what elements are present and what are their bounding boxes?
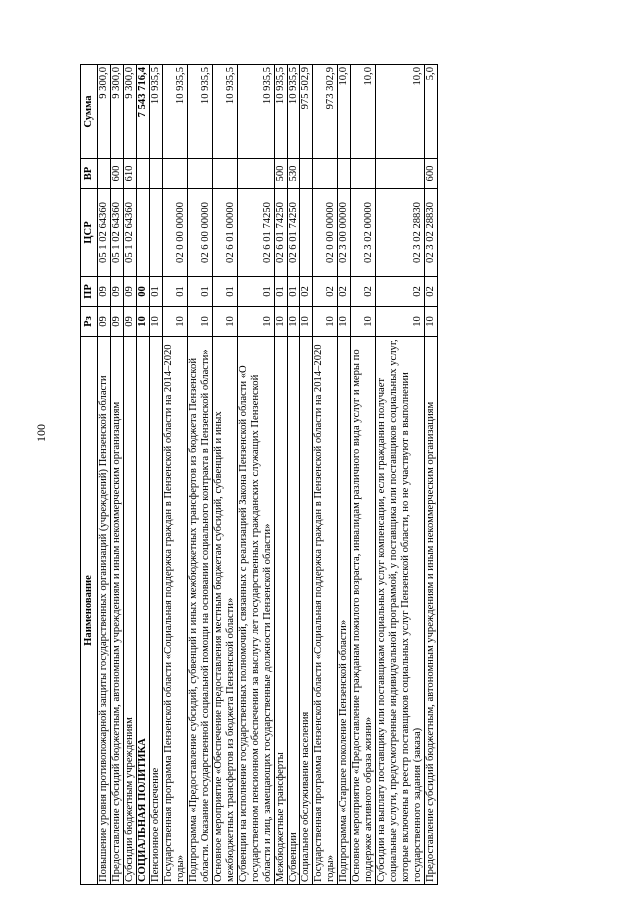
- table-row: [351, 65, 376, 885]
- table-row: [149, 65, 162, 885]
- cell-rz: 10: [136, 307, 149, 337]
- cell-name: Государственная программа Пензенской области «Социальная поддержка граждан в Пензенской области на 2014–2020 годы»: [313, 337, 338, 885]
- cell-name: Предоставление субсидий бюджетным, автономным учреждениям и иным некоммерческим организациям: [110, 337, 123, 885]
- cell-name: Межбюджетные трансферты: [274, 337, 287, 885]
- cell-name: Подпрограмма «Предоставление субсидий, субвенций и иных межбюджетных трансфертов из бюджета Пензенской области. Оказание государственной социальной помощи на основании социального контракта в Пензенской области»: [187, 337, 212, 885]
- cell-csr: 02 6 01 74250: [237, 189, 274, 277]
- cell-pr: 02: [338, 277, 351, 307]
- cell-vr: [313, 159, 338, 189]
- cell-csr: 05 1 02 64360: [110, 189, 123, 277]
- cell-sum: 9 300,0: [123, 65, 136, 159]
- cell-name: Субвенции на исполнение государственных полномочий, связанных с реализацией Закона Пензенской области «О государственном пенсионном обеспечении за выслугу лет государственных гражданских служащих Пензенской области и лиц, замещающих государственные должности Пензенской области»: [237, 337, 274, 885]
- cell-rz: 09: [97, 307, 110, 337]
- cell-vr: 530: [287, 159, 300, 189]
- cell-sum: 10 935,5: [162, 65, 187, 159]
- cell-csr: [136, 189, 149, 277]
- cell-pr: 09: [123, 277, 136, 307]
- cell-sum: 9 300,0: [110, 65, 123, 159]
- table-row: [237, 65, 274, 885]
- cell-rz: 10: [351, 307, 376, 337]
- cell-csr: 05 1 02 64360: [123, 189, 136, 277]
- cell-sum: 973 302,9: [313, 65, 338, 159]
- table-row: [97, 65, 110, 885]
- table-row: [110, 65, 123, 885]
- cell-name: Субвенции: [287, 337, 300, 885]
- cell-name: Повышение уровня противопожарной защиты государственных организаций (учреждений) Пензенской области: [97, 337, 110, 885]
- cell-rz: 10: [237, 307, 274, 337]
- cell-csr: [300, 189, 313, 277]
- cell-pr: 01: [187, 277, 212, 307]
- header-rz: Рз: [81, 307, 98, 337]
- cell-rz: 10: [313, 307, 338, 337]
- table-row: [287, 65, 300, 885]
- cell-vr: [376, 159, 425, 189]
- cell-pr: 02: [376, 277, 425, 307]
- table-row: [187, 65, 212, 885]
- cell-pr: 02: [313, 277, 338, 307]
- cell-sum: 10 935,5: [274, 65, 287, 159]
- cell-rz: 10: [300, 307, 313, 337]
- page-number: 100: [34, 424, 48, 442]
- cell-sum: 10,0: [351, 65, 376, 159]
- cell-rz: 10: [187, 307, 212, 337]
- cell-csr: 02 3 02 28830: [376, 189, 425, 277]
- cell-pr: 09: [97, 277, 110, 307]
- table-row: [274, 65, 287, 885]
- table-row: [136, 65, 149, 885]
- cell-name: Подпрограмма «Старшее поколение Пензенской области»: [338, 337, 351, 885]
- cell-pr: 01: [212, 277, 237, 307]
- table-row: [300, 65, 313, 885]
- cell-sum: 10 935,5: [149, 65, 162, 159]
- cell-pr: 02: [300, 277, 313, 307]
- table-row: [425, 65, 438, 885]
- cell-name: Субсидии бюджетным учреждениям: [123, 337, 136, 885]
- cell-vr: 610: [123, 159, 136, 189]
- cell-pr: 01: [287, 277, 300, 307]
- cell-rz: 09: [123, 307, 136, 337]
- cell-csr: 02 0 00 00000: [162, 189, 187, 277]
- cell-pr: 02: [425, 277, 438, 307]
- cell-csr: 05 1 02 64360: [97, 189, 110, 277]
- table-row: [338, 65, 351, 885]
- cell-name: СОЦИАЛЬНАЯ ПОЛИТИКА: [136, 337, 149, 885]
- cell-vr: [237, 159, 274, 189]
- cell-rz: 10: [425, 307, 438, 337]
- header-csr: ЦСР: [81, 189, 98, 277]
- cell-name: Государственная программа Пензенской области «Социальная поддержка граждан в Пензенской области на 2014–2020 годы»: [162, 337, 187, 885]
- cell-sum: 9 300,0: [97, 65, 110, 159]
- cell-rz: 10: [338, 307, 351, 337]
- cell-vr: [162, 159, 187, 189]
- cell-pr: 02: [351, 277, 376, 307]
- cell-rz: 10: [376, 307, 425, 337]
- cell-csr: 02 3 00 00000: [338, 189, 351, 277]
- cell-csr: 02 6 01 74250: [274, 189, 287, 277]
- header-pr: ПР: [81, 277, 98, 307]
- header-vr: ВР: [81, 159, 98, 189]
- cell-rz: 10: [149, 307, 162, 337]
- cell-rz: 10: [274, 307, 287, 337]
- cell-csr: [149, 189, 162, 277]
- table-row: [212, 65, 237, 885]
- cell-name: Пенсионное обеспечение: [149, 337, 162, 885]
- cell-csr: 02 6 01 00000: [212, 189, 237, 277]
- cell-sum: 10 935,5: [237, 65, 274, 159]
- cell-pr: 09: [110, 277, 123, 307]
- cell-pr: 01: [237, 277, 274, 307]
- header-sum: Сумма: [81, 65, 98, 159]
- cell-vr: [187, 159, 212, 189]
- cell-vr: 600: [110, 159, 123, 189]
- cell-name: Субсидии на выплату поставщику или поставщикам социальных услуг компенсации, если гражданин получает социальные услуги, предусмотренные индивидуальной программой, у поставщика или поставщиков социальных услуг, которые включены в реестр поставщиков социальных услуг Пензенской области, но не участвуют в выполнении государственного задания (заказа): [376, 337, 425, 885]
- cell-sum: 10,0: [338, 65, 351, 159]
- table-row: [162, 65, 187, 885]
- table-row: [313, 65, 338, 885]
- table-row: [123, 65, 136, 885]
- cell-vr: 600: [425, 159, 438, 189]
- cell-name: Основное мероприятие «Предоставление гражданам пожилого возраста, инвалидам различного вида услуг и меры по поддержке активного образа жизни»: [351, 337, 376, 885]
- table-body: [97, 65, 437, 885]
- cell-csr: 02 6 00 00000: [187, 189, 212, 277]
- cell-vr: [300, 159, 313, 189]
- cell-sum: 7 543 716,4: [136, 65, 149, 159]
- cell-sum: 5,0: [425, 65, 438, 159]
- budget-table: [80, 64, 438, 885]
- cell-name: Основное мероприятие «Обеспечение предоставления местным бюджетам субсидий, субвенций и иных межбюджетных трансфертов из бюджета Пензенской области»: [212, 337, 237, 885]
- cell-vr: [136, 159, 149, 189]
- cell-rz: 10: [287, 307, 300, 337]
- cell-vr: [212, 159, 237, 189]
- cell-csr: 02 3 02 28830: [425, 189, 438, 277]
- cell-vr: [338, 159, 351, 189]
- cell-vr: [351, 159, 376, 189]
- cell-sum: 10 935,5: [287, 65, 300, 159]
- table-header-row: [81, 65, 98, 885]
- cell-name: Предоставление субсидий бюджетным, автономным учреждениям и иным некоммерческим организациям: [425, 337, 438, 885]
- cell-sum: 975 502,9: [300, 65, 313, 159]
- cell-sum: 10,0: [376, 65, 425, 159]
- rotated-table-container: [80, 65, 610, 885]
- cell-csr: 02 3 02 00000: [351, 189, 376, 277]
- cell-pr: 01: [274, 277, 287, 307]
- header-name: Наименование: [81, 337, 98, 885]
- cell-pr: 01: [162, 277, 187, 307]
- cell-vr: [97, 159, 110, 189]
- cell-name: Социальное обслуживание населения: [300, 337, 313, 885]
- cell-csr: 02 6 01 74250: [287, 189, 300, 277]
- cell-vr: 500: [274, 159, 287, 189]
- cell-rz: 10: [212, 307, 237, 337]
- cell-rz: 09: [110, 307, 123, 337]
- cell-sum: 10 935,5: [187, 65, 212, 159]
- cell-rz: 10: [162, 307, 187, 337]
- cell-vr: [149, 159, 162, 189]
- cell-pr: 01: [149, 277, 162, 307]
- cell-csr: 02 0 00 00000: [313, 189, 338, 277]
- cell-pr: 00: [136, 277, 149, 307]
- table-row: [376, 65, 425, 885]
- cell-sum: 10 935,5: [212, 65, 237, 159]
